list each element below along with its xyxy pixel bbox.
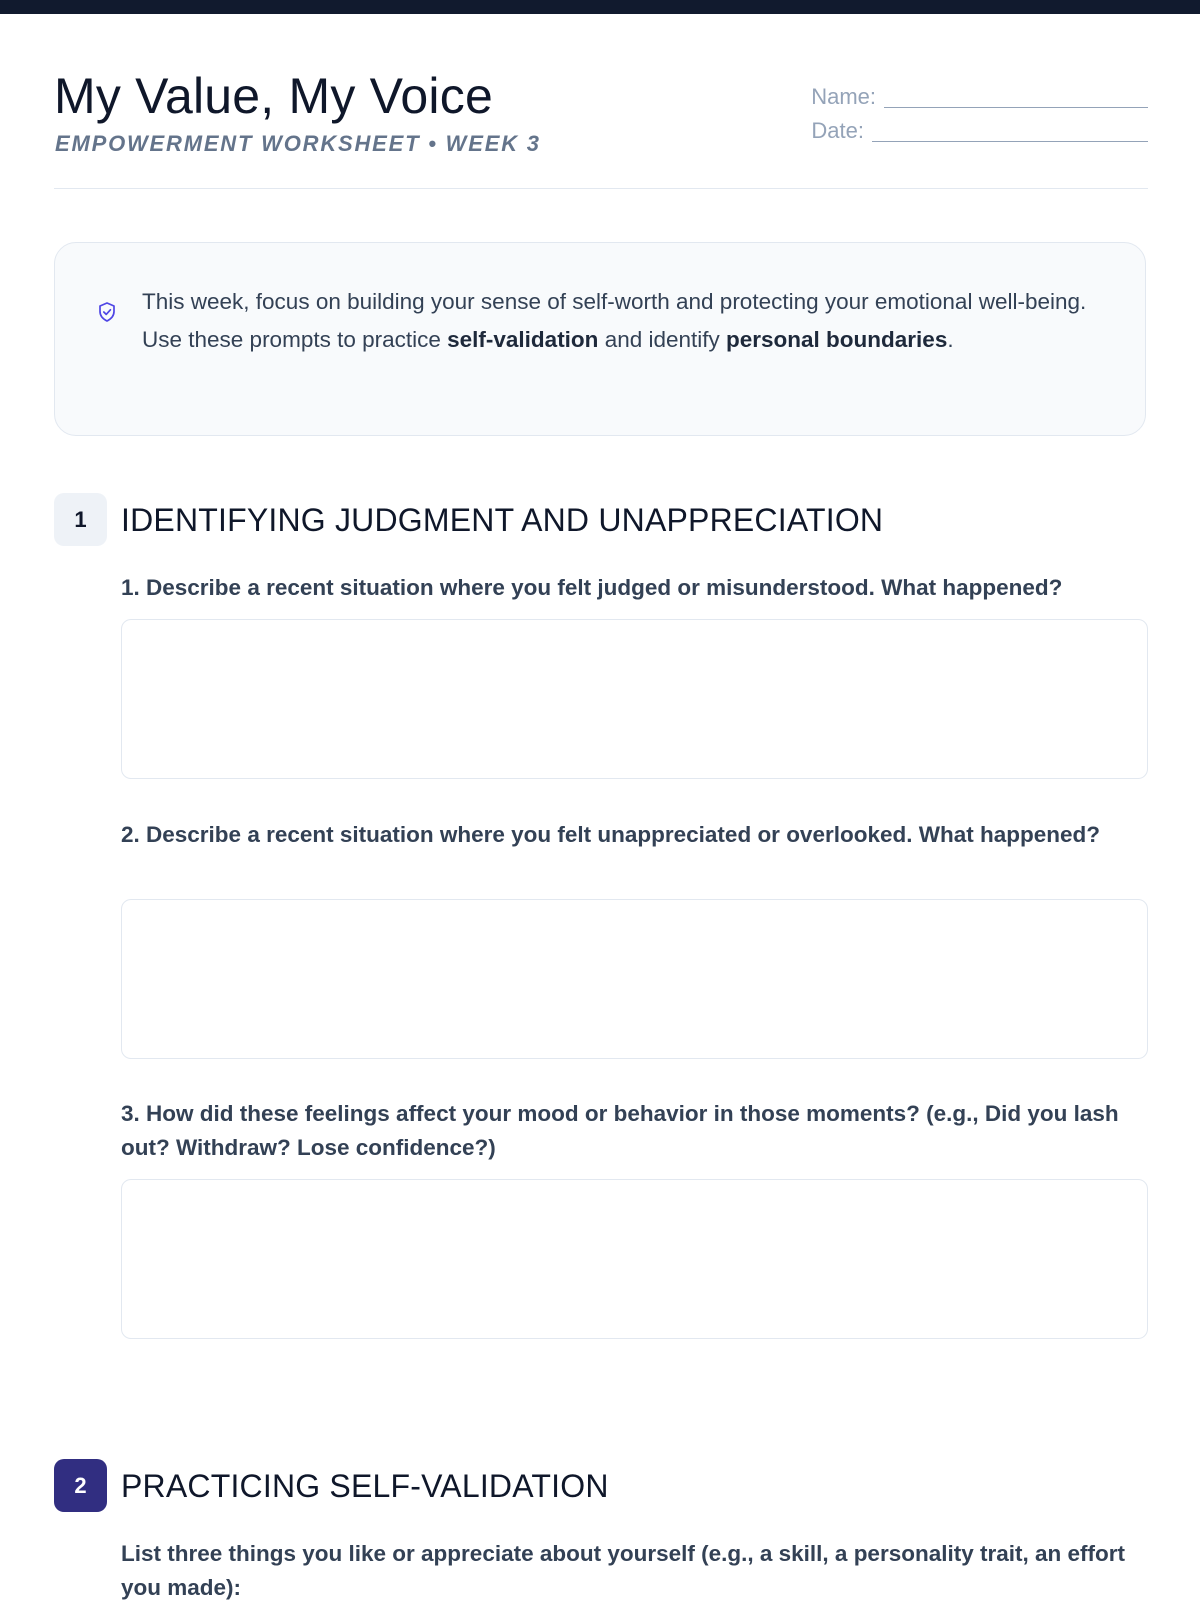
shield-check-icon [97, 301, 117, 323]
name-row [788, 80, 1148, 114]
date-label: Date: [811, 118, 864, 143]
page-subtitle: EMPOWERMENT WORKSHEET • WEEK 3 [55, 131, 541, 156]
section-2-prompt: List three things you like or appreciate about yourself (e.g., a skill, a personality trait, an effort you made): [121, 1541, 1125, 1600]
question-2: 2. Describe a recent situation where you felt unappreciated or overlooked. What happened? [121, 822, 1100, 847]
name-date-fields [788, 80, 1148, 148]
section-2-header [54, 1459, 1148, 1513]
section-1-badge: 1 [54, 493, 107, 546]
answer-box-2[interactable] [121, 899, 1148, 1059]
intro-text-part: This week, focus on building your sense of self-worth and protecting your emotional well-being. Use these prompts to practice [142, 289, 1087, 352]
date-row [788, 114, 1148, 148]
section-2-title: PRACTICING SELF-VALIDATION [121, 1468, 609, 1504]
answer-box-1[interactable] [121, 619, 1148, 779]
page-title: My Value, My Voice [54, 68, 493, 124]
name-line[interactable] [884, 83, 1148, 108]
intro-text [142, 283, 1092, 359]
answer-box-3[interactable] [121, 1179, 1148, 1339]
section-1-header [54, 493, 1148, 547]
name-label: Name: [811, 84, 876, 109]
question-1: 1. Describe a recent situation where you felt judged or misunderstood. What happened? [121, 575, 1063, 600]
intro-text-part: . [947, 327, 954, 352]
intro-bold-self-validation: self-validation [447, 327, 599, 352]
section-2-badge: 2 [54, 1459, 107, 1512]
question-3: 3. How did these feelings affect your mood or behavior in those moments? (e.g., Did you lash out? Withdraw? Lose confidence?) [121, 1101, 1119, 1160]
intro-bold-personal-boundaries: personal boundaries [726, 327, 948, 352]
intro-text-part: and identify [598, 327, 727, 352]
section-1-title: IDENTIFYING JUDGMENT AND UNAPPRECIATION [121, 502, 884, 538]
intro-callout [54, 242, 1146, 436]
worksheet-header [54, 66, 1148, 189]
date-line[interactable] [872, 117, 1148, 142]
top-accent-bar [0, 0, 1200, 14]
